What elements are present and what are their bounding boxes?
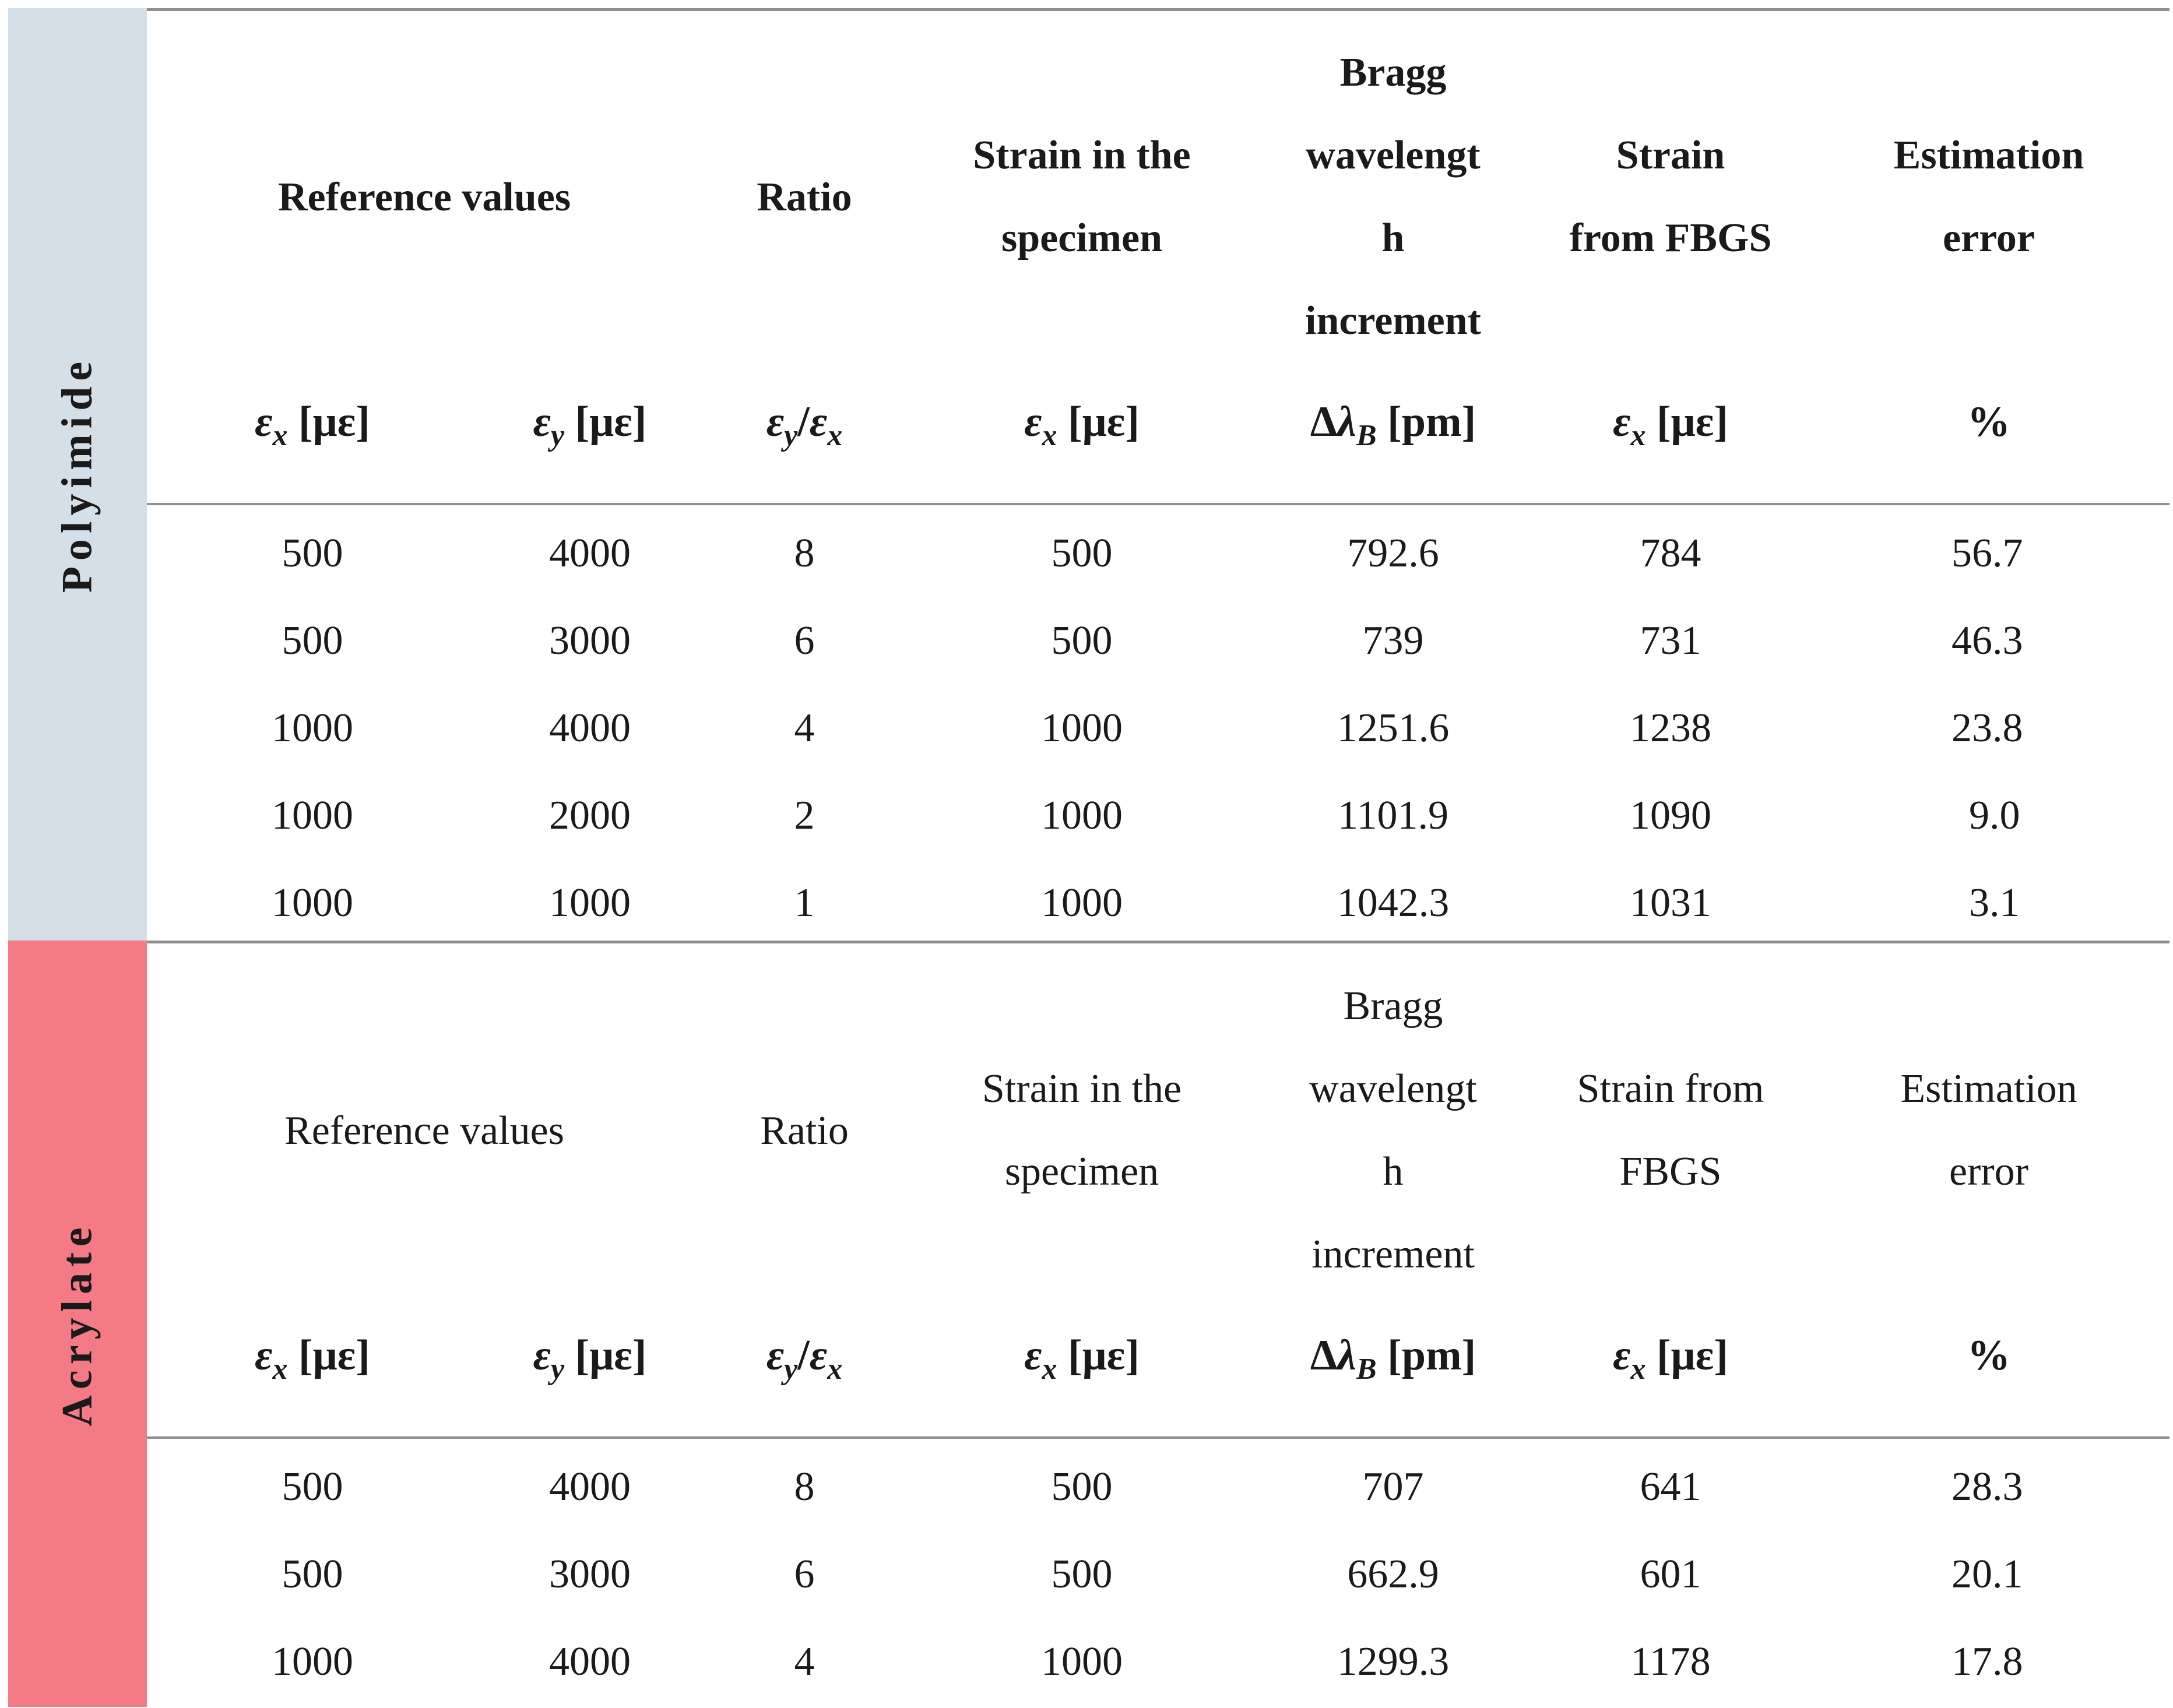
polyimide-header-rule: [147, 503, 2170, 505]
unit-strain-specimen: $\varepsilon_x$ [με]: [1024, 1332, 1140, 1386]
unit-strain-fbgs: $\varepsilon_x$ [με]: [1613, 398, 1728, 452]
polyimide-body: [147, 510, 2170, 941]
unit-ratio: $\varepsilon_y/\varepsilon_x$: [766, 398, 843, 452]
table-row: 1000 2000 2 1000 1101.9 1090 9.0: [272, 793, 2020, 838]
table-row: 500 3000 6 500 662.9 601 20.1: [282, 1552, 2023, 1597]
header-estimation-error: Estimation error: [1893, 133, 2084, 260]
unit-strain-specimen: $\varepsilon_x$ [με]: [1024, 398, 1140, 452]
unit-ratio: $\varepsilon_y/\varepsilon_x$: [766, 1332, 843, 1386]
polyimide-band: [8, 8, 147, 941]
unit-ey: $\varepsilon_y$ [με]: [533, 398, 647, 452]
header-ratio: Ratio: [757, 175, 852, 220]
header-reference-values: Reference values: [277, 175, 571, 220]
header-bragg-increment: Bragg wavelengt h increment: [1305, 50, 1481, 343]
unit-ex: $\varepsilon_x$ [με]: [255, 1332, 370, 1386]
unit-ey: $\varepsilon_y$ [με]: [533, 1332, 647, 1386]
header-strain-fbgs: Strain from FBGS: [1577, 1066, 1764, 1194]
header-estimation-error: Estimation error: [1900, 1066, 2077, 1194]
table-row: 500 3000 6 500 739 731 46.3: [282, 618, 2023, 663]
acrylate-band: [8, 941, 147, 1707]
unit-bragg: $\Delta\lambda_B$ [pm]: [1310, 1332, 1476, 1386]
header-bragg-increment: Bragg wavelengt h increment: [1309, 984, 1477, 1277]
acrylate-body: [147, 1443, 2170, 1706]
table-row: 500 4000 8 500 792.6 784 56.7: [282, 531, 2023, 576]
table-row: 1000 4000 4 1000 1299.3 1178 17.8: [272, 1639, 2023, 1684]
header-strain-specimen: Strain in the specimen: [973, 133, 1191, 260]
polyimide-label: Polyimide: [53, 355, 101, 593]
header-ratio: Ratio: [760, 1108, 849, 1153]
table-row: 1000 4000 4 1000 1251.6 1238 23.8: [272, 706, 2023, 751]
table-row: 1000 1000 1 1000 1042.3 1031 3.1: [272, 881, 2020, 925]
acrylate-label: Acrylate: [53, 1221, 101, 1427]
unit-ex: $\varepsilon_x$ [με]: [255, 398, 370, 452]
unit-bragg: $\Delta\lambda_B$ [pm]: [1310, 398, 1476, 452]
header-strain-specimen: Strain in the specimen: [982, 1066, 1182, 1194]
acrylate-header-rule: [147, 1436, 2170, 1439]
acrylate-units-row: [147, 1331, 2170, 1395]
table-row: 500 4000 8 500 707 641 28.3: [282, 1464, 2023, 1509]
polyimide-units-row: [147, 397, 2170, 462]
unit-error: %: [1967, 1332, 2010, 1379]
header-reference-values: Reference values: [284, 1108, 564, 1153]
acrylate-section: [147, 934, 2170, 1446]
header-strain-fbgs: Strain from FBGS: [1569, 133, 1772, 260]
polyimide-header: [147, 17, 2170, 367]
unit-strain-fbgs: $\varepsilon_x$ [με]: [1613, 1332, 1728, 1386]
unit-error: %: [1967, 398, 2010, 446]
acrylate-header: [147, 951, 2170, 1301]
